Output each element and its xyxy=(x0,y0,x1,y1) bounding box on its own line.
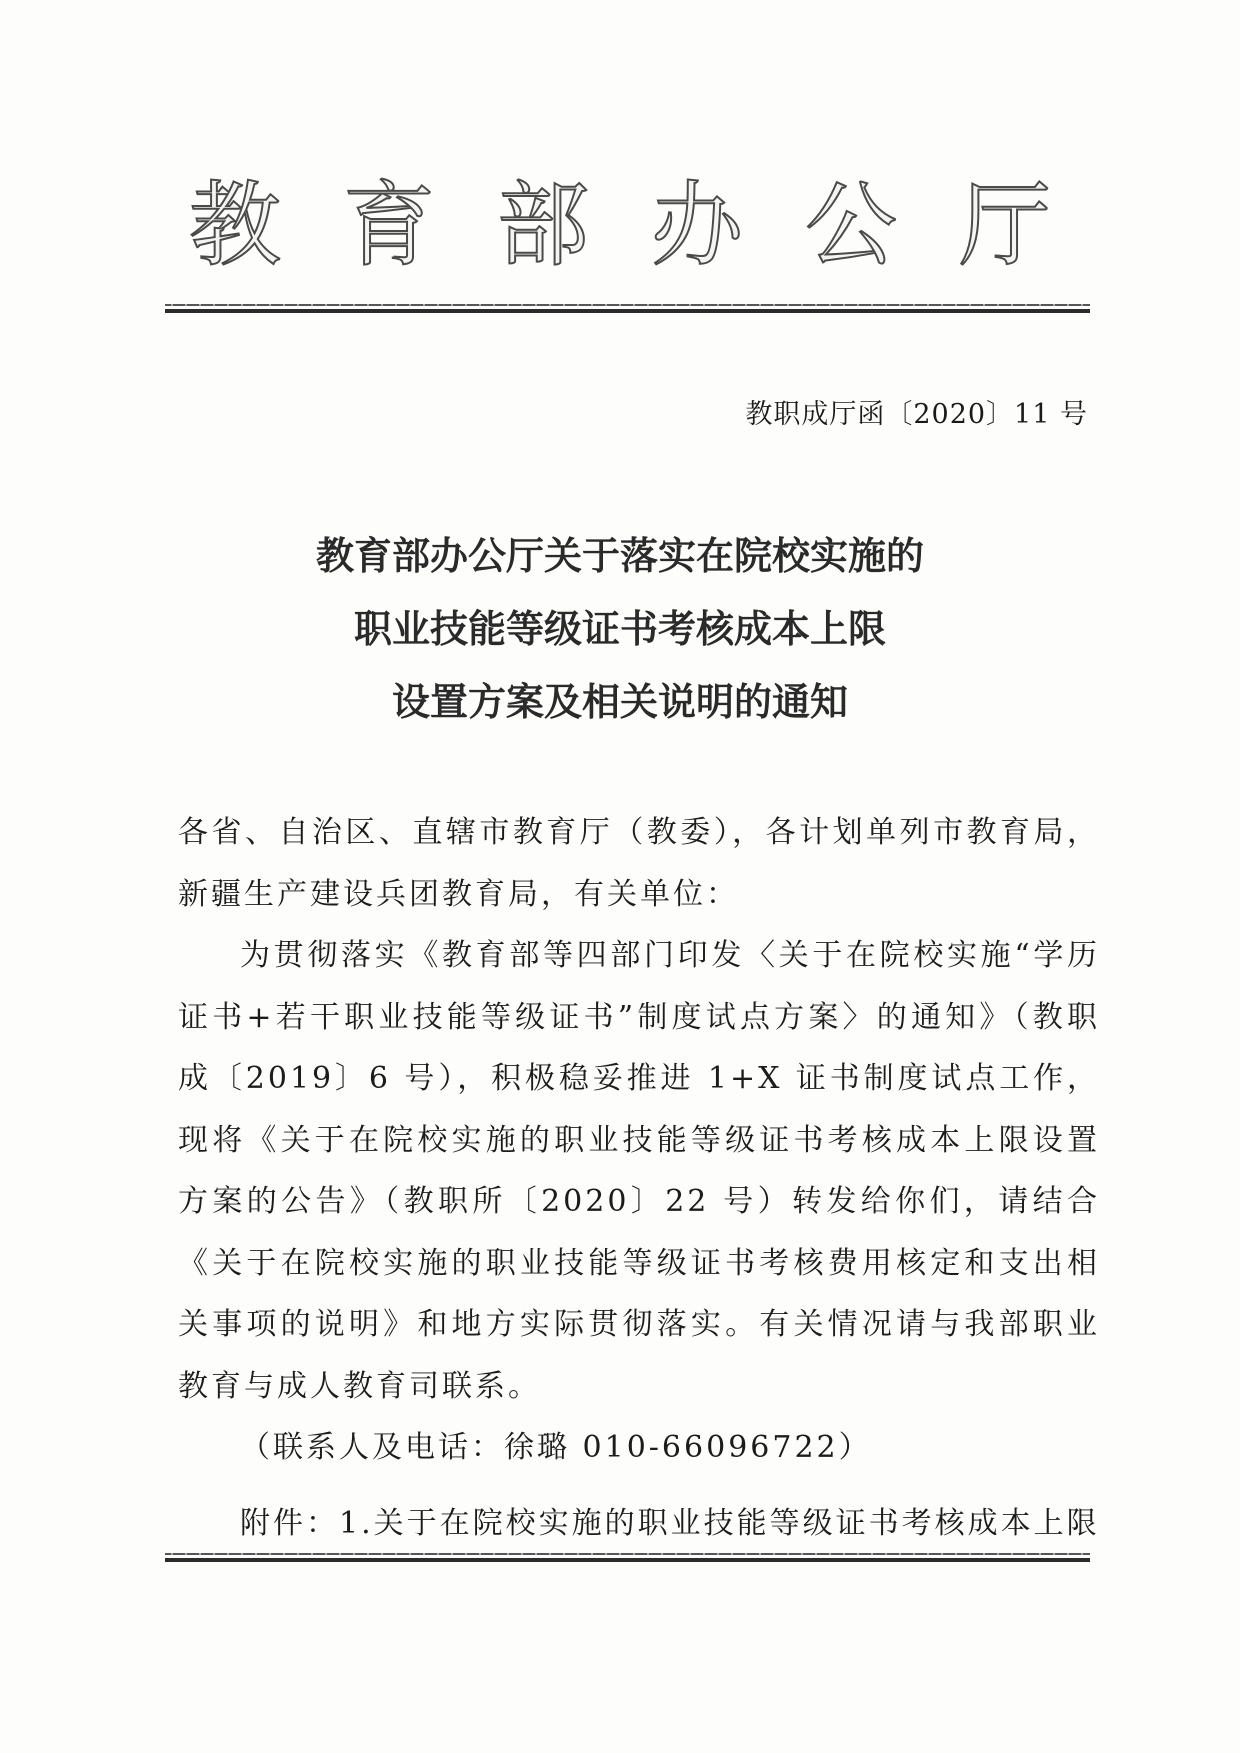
attachment-line: 附件：1.关于在院校实施的职业技能等级证书考核成本上限 xyxy=(240,1506,1100,1541)
title-line-1: 教育部办公厅关于落实在院校实施的 xyxy=(315,534,924,578)
addressee: 各省、自治区、直辖市教育厅（教委），各计划单列市教育局，新疆生产建设兵团教育局，有关单位： xyxy=(178,815,1100,912)
footer-divider xyxy=(165,1553,1090,1562)
masthead-divider xyxy=(165,304,1090,313)
title-line-3: 设置方案及相关说明的通知 xyxy=(391,680,848,724)
contact-info: （联系人及电话：徐璐 010-66096722） xyxy=(240,1430,872,1465)
main-paragraph: 为贯彻落实《教育部等四部门印发〈关于在院校实施“学历证书+若干职业技能等级证书”制度试点方案〉的通知》（教职成〔2019〕6 号），积极稳妥推进 1+X 证书制度试点工作，现将《关于在院校实施的职业技能等级证书考核成本上限设置方案的公告》（教职所〔2020〕22 号）转发给你们，请结合《关于在院校实施的职业技能等级证书考核费用核定和支出相关事项的说明》和地方实际贯彻落实。有关情况请与我部职业教育与成人教育司联系。 xyxy=(178,938,1100,1404)
document-title xyxy=(0,520,1240,739)
document-number: 教职成厅函〔2020〕11 号 xyxy=(745,399,1088,430)
document-body xyxy=(178,802,1100,1479)
masthead-title: 教育部办公厅 xyxy=(188,172,1113,279)
title-line-2: 职业技能等级证书考核成本上限 xyxy=(353,607,886,651)
